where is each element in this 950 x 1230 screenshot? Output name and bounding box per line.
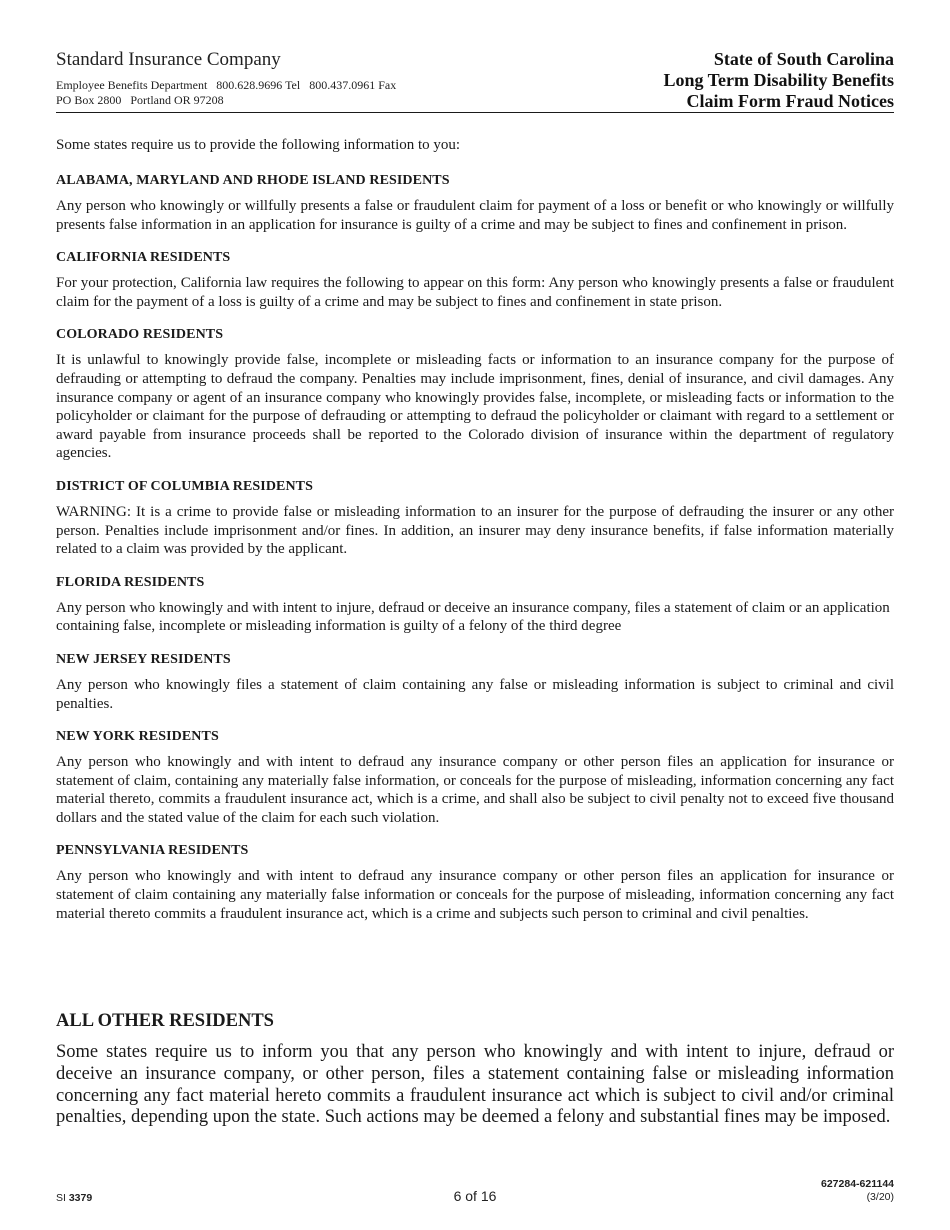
notice-section-all-other bbox=[56, 1010, 894, 1129]
department-contact-line: Employee Benefits Department 800.628.9696 Tel 800.437.0961 Fax bbox=[56, 78, 397, 92]
section-heading: FLORIDA RESIDENTS bbox=[56, 574, 205, 590]
section-body: It is unlawful to knowingly provide false, incomplete or misleading facts or information to an insurance company for the purpose of defrauding or attempting to defraud the company. Penalties may include imprisonment, fines, denial of insurance, and civil damages. Any insurance company or agent of an insurance company who knowingly provides false, incomplete, or misleading facts or information to the policyholder or claimant for the purpose of defrauding or attempting to defraud the policyholder or claimant with regard to a settlement or award payable from insurance proceeds shall be reported to the Colorado division of insurance within the department of regulatory agencies. bbox=[56, 352, 894, 462]
revision-date: (3/20) bbox=[866, 1191, 894, 1203]
section-heading: ALL OTHER RESIDENTS bbox=[56, 1011, 274, 1031]
form-title-state: State of South Carolina bbox=[713, 49, 894, 69]
section-body: For your protection, California law requires the following to appear on this form: Any person who knowingly presents a false or fraudulent claim for the payment of a loss is guilty of a crime and may be subject to fines and confinement in state prison. bbox=[56, 275, 894, 310]
form-number-value: 3379 bbox=[68, 1192, 93, 1204]
notice-section-colorado bbox=[56, 327, 894, 463]
section-heading: CALIFORNIA RESIDENTS bbox=[56, 250, 231, 266]
form-title-benefit: Long Term Disability Benefits bbox=[663, 70, 894, 90]
notice-section-new-jersey bbox=[56, 652, 894, 713]
notice-section-alabama-maryland-rhode-island bbox=[56, 173, 894, 234]
form-title-name: Claim Form Fraud Notices bbox=[686, 91, 894, 111]
header-divider bbox=[56, 112, 894, 113]
document-code-block bbox=[821, 1178, 894, 1204]
mailing-address-line: PO Box 2800 Portland OR 97208 bbox=[56, 93, 224, 107]
page-header bbox=[56, 48, 894, 112]
section-heading: DISTRICT OF COLUMBIA RESIDENTS bbox=[56, 478, 314, 494]
section-body: Any person who knowingly and with intent to defraud any insurance company or other person files an application for insurance or statement of claim, containing any materially false information, or conceals for the purpose of misleading, information concerning any fact material thereto, commits a fraudulent insurance act, which is a crime, and shall also be subject to civil penalty not to exceed five thousand dollars and the stated value of the claim for each such violation. bbox=[56, 754, 894, 826]
notice-section-district-of-columbia bbox=[56, 479, 894, 559]
company-name: Standard Insurance Company bbox=[56, 49, 281, 70]
notice-section-california bbox=[56, 250, 894, 311]
section-body: WARNING: It is a crime to provide false or misleading information to an insurer for the purpose of defrauding the insurer or any other person. Penalties include imprisonment and/or fines. In addition, an insurer may deny insurance benefits, if false information materially related to a claim was provided by the applicant. bbox=[56, 503, 894, 558]
section-heading: ALABAMA, MARYLAND AND RHODE ISLAND RESIDENTS bbox=[56, 173, 450, 188]
section-heading: PENNSYLVANIA RESIDENTS bbox=[56, 843, 249, 859]
section-body: Any person who knowingly files a statement of claim containing any false or misleading information is subject to criminal and civil penalties. bbox=[56, 676, 894, 712]
fraud-notice-sections bbox=[56, 173, 894, 939]
notice-section-pennsylvania bbox=[56, 843, 894, 923]
page-number: 6 of 16 bbox=[453, 1188, 497, 1204]
section-body: Any person who knowingly or willfully presents a false or fraudulent claim for payment of a loss or benefit or who knowingly or willfully presents false information in an application for insurance is guilty of a crime and may be subject to fines and confinement in prison. bbox=[56, 198, 894, 233]
section-body: Any person who knowingly and with intent to defraud any insurance company or other person files an application for insurance or statement of claim containing any materially false information or conceals for the purpose of misleading, information concerning any fact material thereto commits a fraudulent insurance act, which is a crime and subjects such person to criminal and civil penalties. bbox=[56, 868, 894, 922]
document-code: 627284-621144 bbox=[821, 1178, 894, 1190]
section-heading: COLORADO RESIDENTS bbox=[56, 327, 224, 343]
notice-section-new-york bbox=[56, 729, 894, 827]
document-page bbox=[56, 48, 894, 1128]
intro-text: Some states require us to provide the following information to you: bbox=[56, 137, 461, 153]
section-body: Some states require us to inform you that any person who knowingly and with intent to injure, defraud or deceive an insurance company, or other person, files a statement containing false or misleading information concerning any fact material hereto commits a fraudulent insurance act which is subject to civil and/or criminal penalties, depending upon the state. Such actions may be deemed a felony and substantial fines may be imposed. bbox=[56, 1042, 894, 1128]
section-heading: NEW JERSEY RESIDENTS bbox=[56, 651, 231, 667]
form-number-prefix: SI bbox=[56, 1192, 66, 1204]
form-title bbox=[663, 49, 894, 112]
section-heading: NEW YORK RESIDENTS bbox=[56, 729, 219, 745]
page-footer bbox=[56, 1178, 894, 1208]
section-body: Any person who knowingly and with intent to injure, defraud or deceive an insurance company, files a statement of claim or an application containing false, incomplete or misleading information is guilty of a felony of the third degree bbox=[56, 599, 890, 635]
notice-section-florida bbox=[56, 575, 894, 636]
